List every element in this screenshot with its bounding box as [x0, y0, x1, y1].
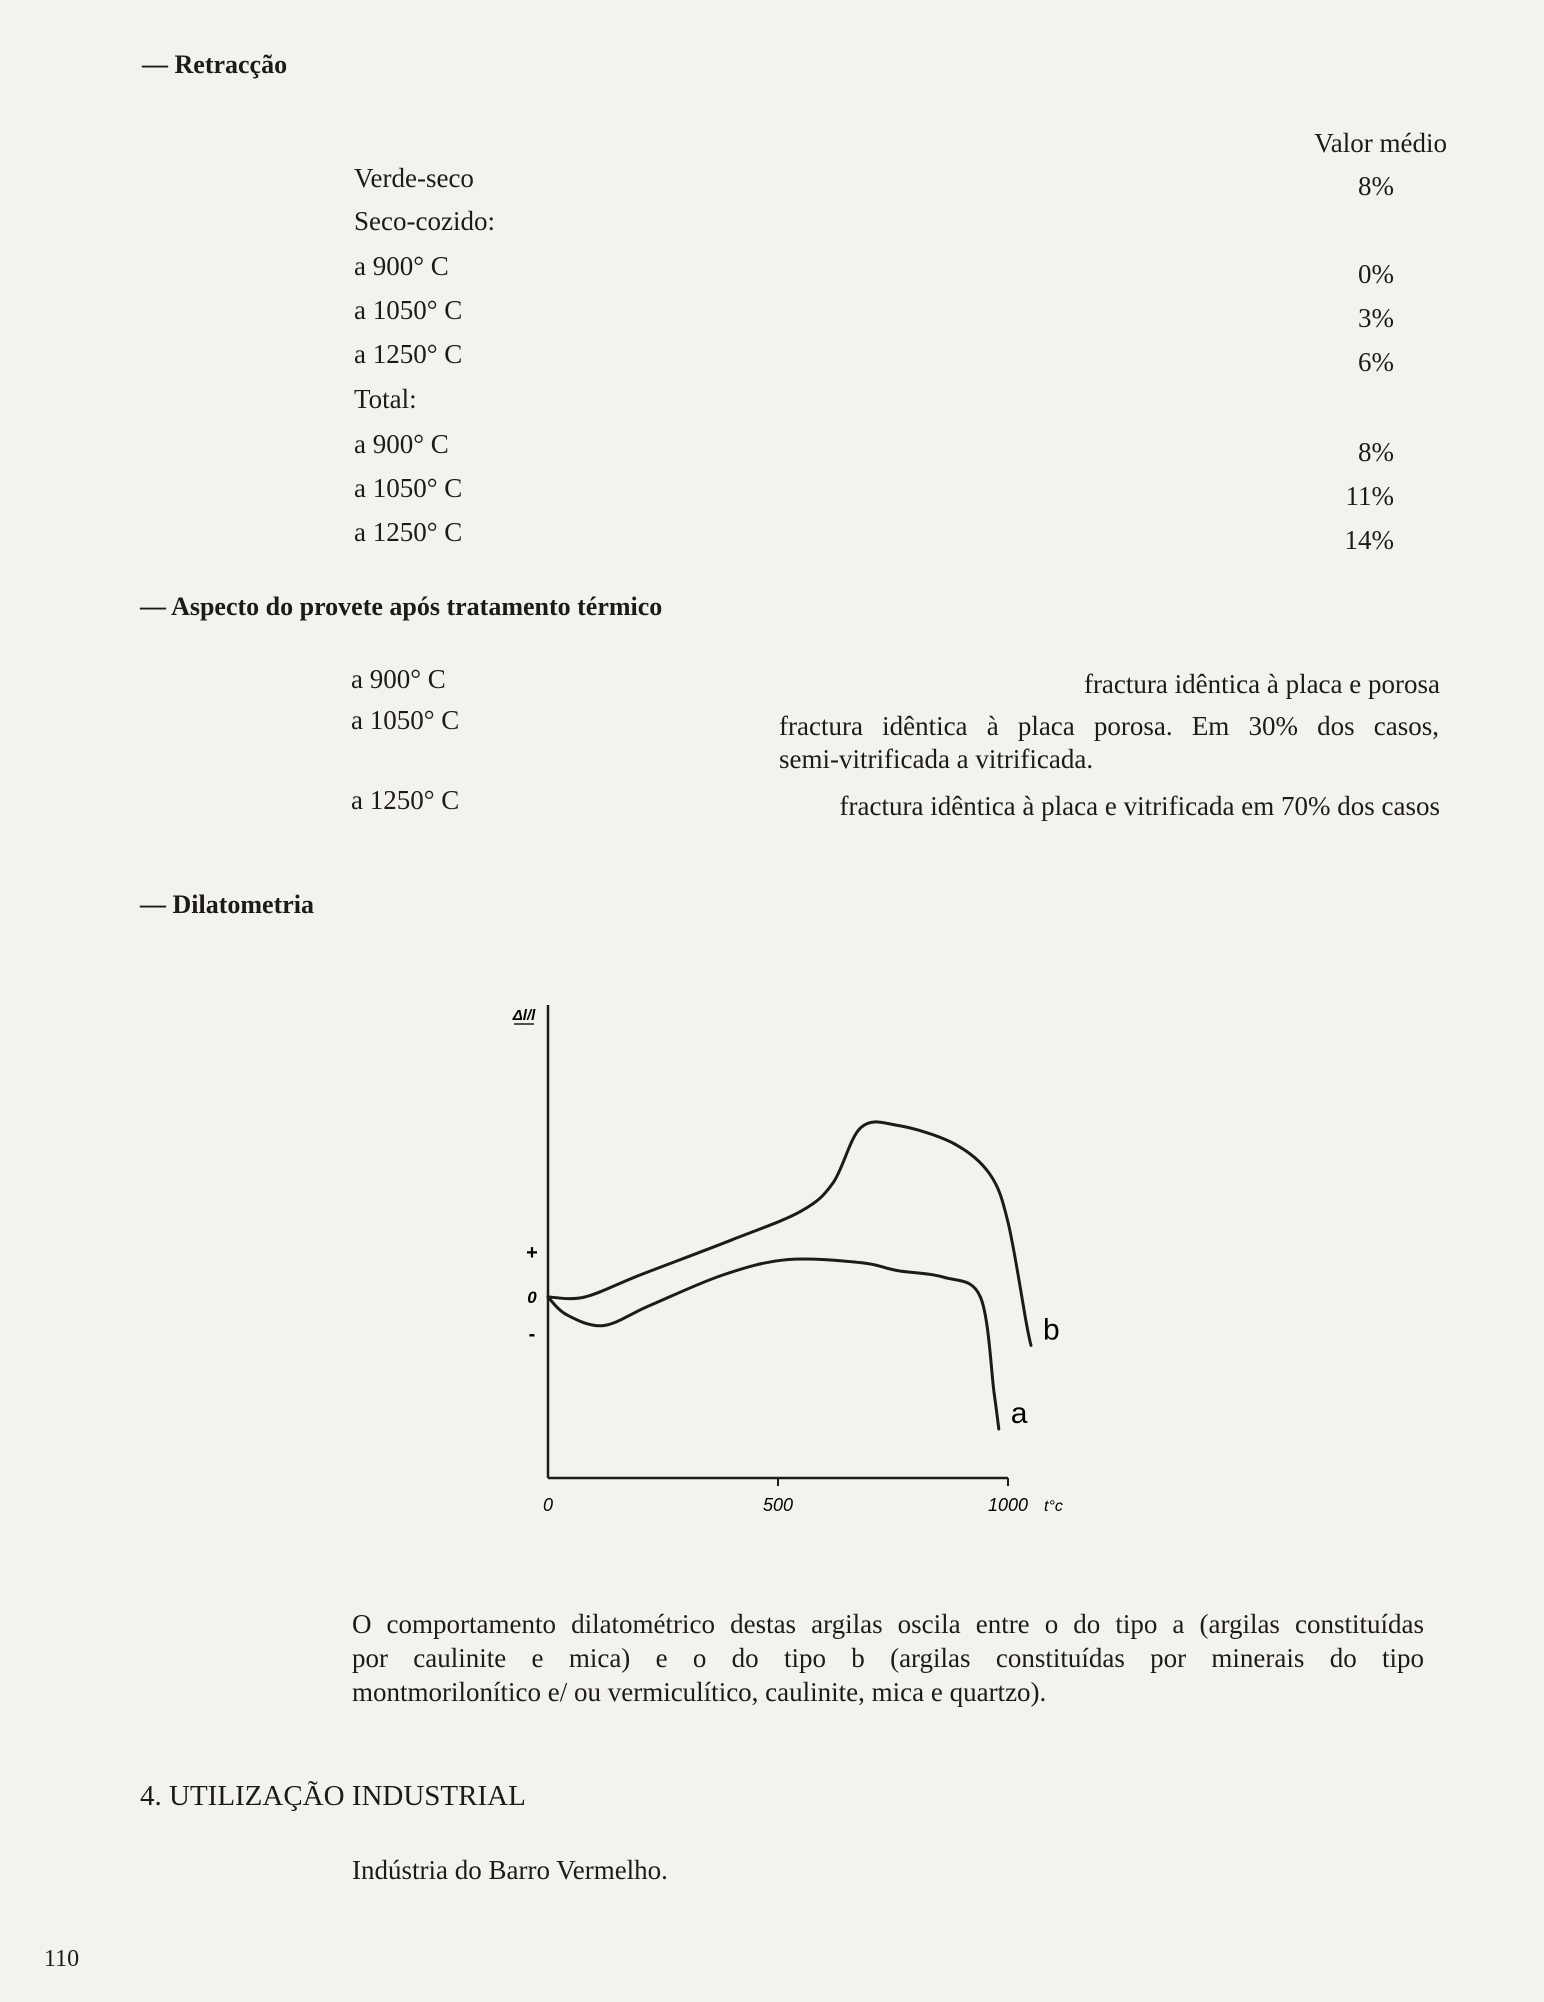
- dilatometry-paragraph: [352, 1607, 1424, 1709]
- aspecto-desc: [1084, 668, 1440, 700]
- row-label: a 900° C: [354, 251, 449, 281]
- page-number: 110: [44, 1946, 80, 1972]
- row-label: a 1250° C: [354, 339, 463, 369]
- x-tick-label: 0: [542, 1495, 554, 1515]
- chart-ticks: [526, 1242, 1063, 1515]
- chart-series: [548, 1122, 1060, 1430]
- chart-axes: [548, 1005, 1008, 1478]
- x-tick-label: 1000: [987, 1495, 1029, 1515]
- row-value: 11%: [1345, 481, 1394, 511]
- retraccao-heading: — Retracção: [142, 50, 288, 79]
- series-line-b: [548, 1122, 1031, 1345]
- paragraph-line: montmorilonítico e/ ou vermiculítico, caulinite, mica e quartzo).: [352, 1677, 1047, 1707]
- y-tick-label: 0: [527, 1288, 537, 1307]
- row-label: Seco-cozido:: [354, 206, 495, 236]
- row-value: 0%: [1358, 259, 1394, 289]
- row-label: a 900° C: [354, 429, 449, 459]
- row-value: 3%: [1358, 303, 1394, 333]
- paragraph-line: O comportamento dilatométrico destas argilas oscila entre o do tipo a (argilas constituídas: [352, 1609, 1424, 1639]
- aspecto-label: a 1050° C: [351, 705, 460, 735]
- aspecto-desc: [840, 790, 1440, 822]
- section-4-text: Indústria do Barro Vermelho.: [352, 1855, 668, 1885]
- valor-medio-header: Valor médio: [1314, 128, 1447, 158]
- row-value: 8%: [1358, 437, 1394, 467]
- aspecto-heading: — Aspecto do provete após tratamento térmico: [140, 592, 663, 621]
- paragraph-line: por caulinite e mica) e o do tipo b (argilas constituídas por minerais do tipo: [352, 1643, 1424, 1673]
- y-axis-label-text: Δl/l: [512, 1007, 536, 1024]
- desc-line: fractura idêntica à placa e vitrificada em 70% dos casos: [839, 791, 1440, 821]
- x-axis-label: t°c: [1044, 1498, 1063, 1515]
- desc-line: semi-vitrificada a vitrificada.: [779, 744, 1094, 774]
- y-tick-label: -: [528, 1323, 536, 1346]
- series-label-b: b: [1043, 1313, 1060, 1347]
- y-axis-label: [512, 1007, 536, 1024]
- dilatometry-chart: [480, 990, 1100, 1540]
- row-label: a 1050° C: [354, 295, 463, 325]
- row-value: 6%: [1358, 347, 1394, 377]
- desc-line: fractura idêntica à placa e porosa: [1083, 669, 1440, 699]
- aspecto-label: a 1250° C: [351, 785, 460, 815]
- dilatometria-heading: — Dilatometria: [140, 890, 315, 919]
- x-tick-label: 500: [762, 1495, 794, 1515]
- aspecto-desc: [779, 710, 1439, 776]
- row-label: Verde-seco: [354, 163, 474, 193]
- y-tick-label: +: [526, 1242, 538, 1264]
- row-label: a 1250° C: [354, 517, 463, 547]
- row-value: 14%: [1344, 525, 1394, 555]
- aspecto-label: a 900° C: [351, 664, 446, 694]
- section-4-title: 4. UTILIZAÇÃO INDUSTRIAL: [140, 1780, 526, 1812]
- row-label: Total:: [354, 384, 417, 414]
- row-label: a 1050° C: [354, 473, 463, 503]
- series-label-a: a: [1010, 1397, 1028, 1430]
- row-value: 8%: [1358, 171, 1394, 201]
- desc-line: fractura idêntica à placa porosa. Em 30% dos casos,: [779, 711, 1439, 741]
